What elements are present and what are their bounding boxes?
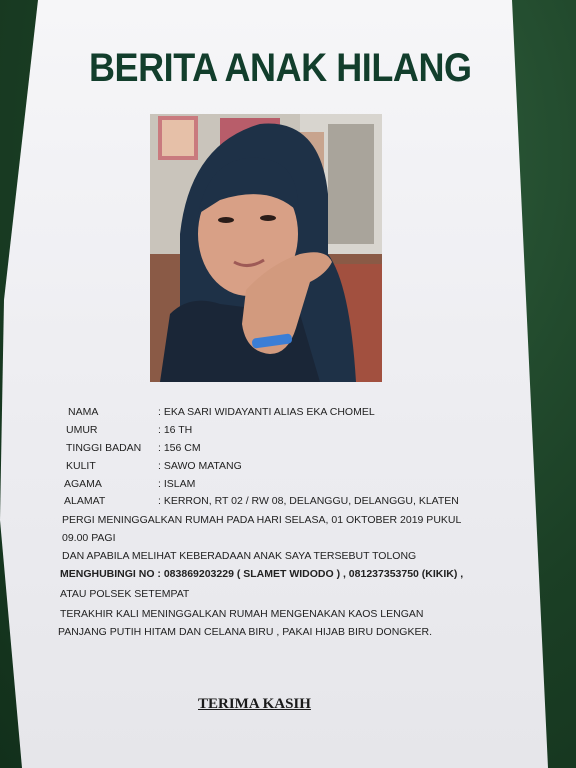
poster-title: BERITA ANAK HILANG [89, 46, 472, 90]
field-label: NAMA [68, 406, 99, 418]
field-label: AGAMA [64, 478, 102, 490]
police-line: ATAU POLSEK SETEMPAT [60, 588, 190, 600]
field-label: UMUR [66, 424, 98, 436]
field-value: : ISLAM [158, 478, 196, 490]
contact-phones: MENGHUBINGI NO : 083869203229 ( SLAMET WIDODO ) , 081237353750 (KIKIK) , [60, 568, 464, 580]
field-label: TINGGI BADAN [66, 442, 142, 454]
left-home-time: 09.00 PAGI [62, 532, 116, 544]
field-label: ALAMAT [64, 495, 106, 507]
field-value: : EKA SARI WIDAYANTI ALIAS EKA CHOMEL [158, 406, 375, 418]
field-value: : KERRON, RT 02 / RW 08, DELANGGU, DELANGGU, KLATEN [158, 495, 459, 507]
field-value: : SAWO MATANG [158, 460, 242, 472]
field-label: KULIT [66, 460, 96, 472]
clothing-line-2: PANJANG PUTIH HITAM DAN CELANA BIRU , PAKAI HIJAB BIRU DONGKER. [58, 626, 432, 638]
field-value: : 16 TH [158, 424, 193, 436]
clothing-line-1: TERAKHIR KALI MENINGGALKAN RUMAH MENGENAKAN KAOS LENGAN [60, 608, 424, 620]
request-line: DAN APABILA MELIHAT KEBERADAAN ANAK SAYA TERSEBUT TOLONG [62, 550, 417, 562]
thank-you-text: TERIMA KASIH [198, 696, 311, 712]
left-home-line: PERGI MENINGGALKAN RUMAH PADA HARI SELASA, 01 OKTOBER 2019 PUKUL [62, 514, 462, 526]
field-value: : 156 CM [158, 442, 201, 454]
